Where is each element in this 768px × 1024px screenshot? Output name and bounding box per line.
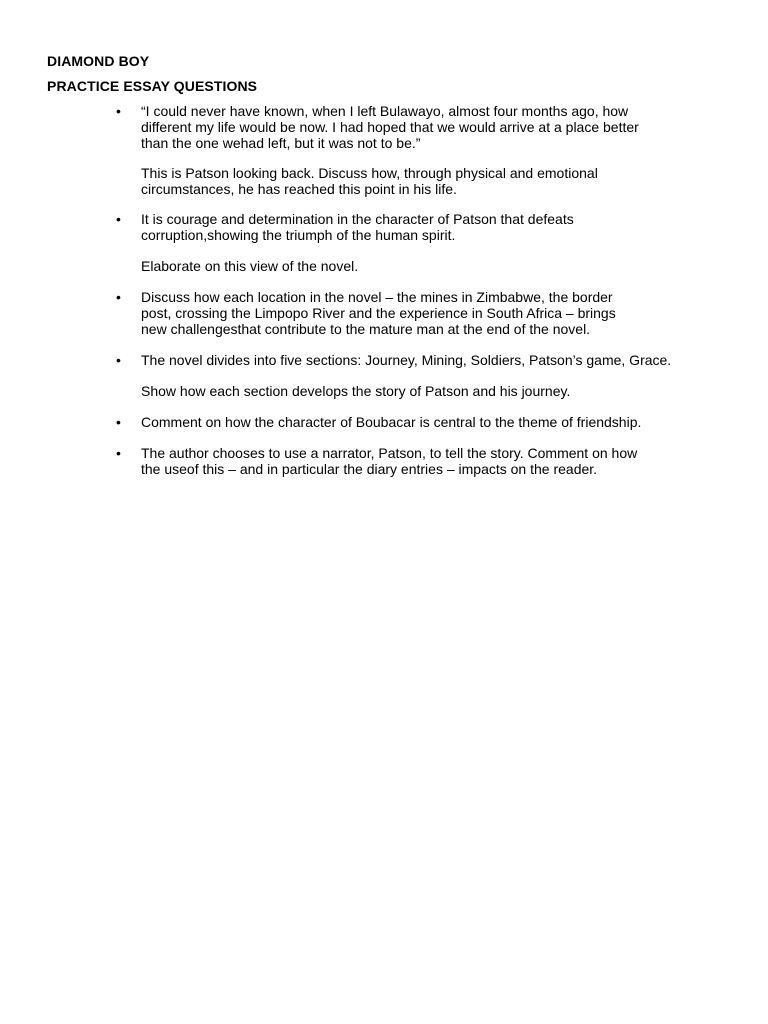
question-4	[141, 352, 701, 368]
bullet-icon: •	[116, 445, 121, 461]
bullet-icon: •	[116, 211, 121, 227]
bullet-icon: •	[116, 103, 121, 119]
question-3	[141, 289, 701, 337]
question-1-text: “I could never have known, when I left Bulawayo, almost four months ago, how different my life would be now. I had hoped that we would arrive at a place better than the one wehad left, but it was not to be.”	[141, 103, 639, 151]
bullet-icon: •	[116, 414, 121, 430]
question-3-text: Discuss how each location in the novel – the mines in Zimbabwe, the border post, crossing the Limpopo River and the experience in South Africa – brings new challengesthat contribute to the mature man at the end of the novel.	[141, 289, 616, 337]
question-6	[141, 445, 701, 477]
question-6-text: The author chooses to use a narrator, Patson, to tell the story. Comment on how the useof this – and in particular the diary entries – impacts on the reader.	[141, 445, 638, 477]
question-4-follow-up: Show how each section develops the story of Patson and his journey.	[141, 383, 571, 399]
document-subtitle: PRACTICE ESSAY QUESTIONS	[47, 78, 258, 94]
document-title: DIAMOND BOY	[47, 53, 150, 69]
question-5	[141, 414, 701, 430]
question-5-text: Comment on how the character of Boubacar is central to the theme of friendship.	[141, 414, 642, 430]
question-1-follow-up: This is Patson looking back. Discuss how, through physical and emotional circumstances, he has reached this point in his life.	[141, 165, 598, 197]
question-2-text: It is courage and determination in the character of Patson that defeats corruption,showing the triumph of the human spirit.	[141, 211, 574, 243]
question-2-follow-up: Elaborate on this view of the novel.	[141, 258, 359, 274]
question-2	[141, 211, 701, 243]
bullet-icon: •	[116, 352, 121, 368]
bullet-icon: •	[116, 289, 121, 305]
question-4-text: The novel divides into five sections: Journey, Mining, Soldiers, Patson’s game, Grace.	[141, 352, 672, 368]
question-1	[141, 103, 701, 151]
